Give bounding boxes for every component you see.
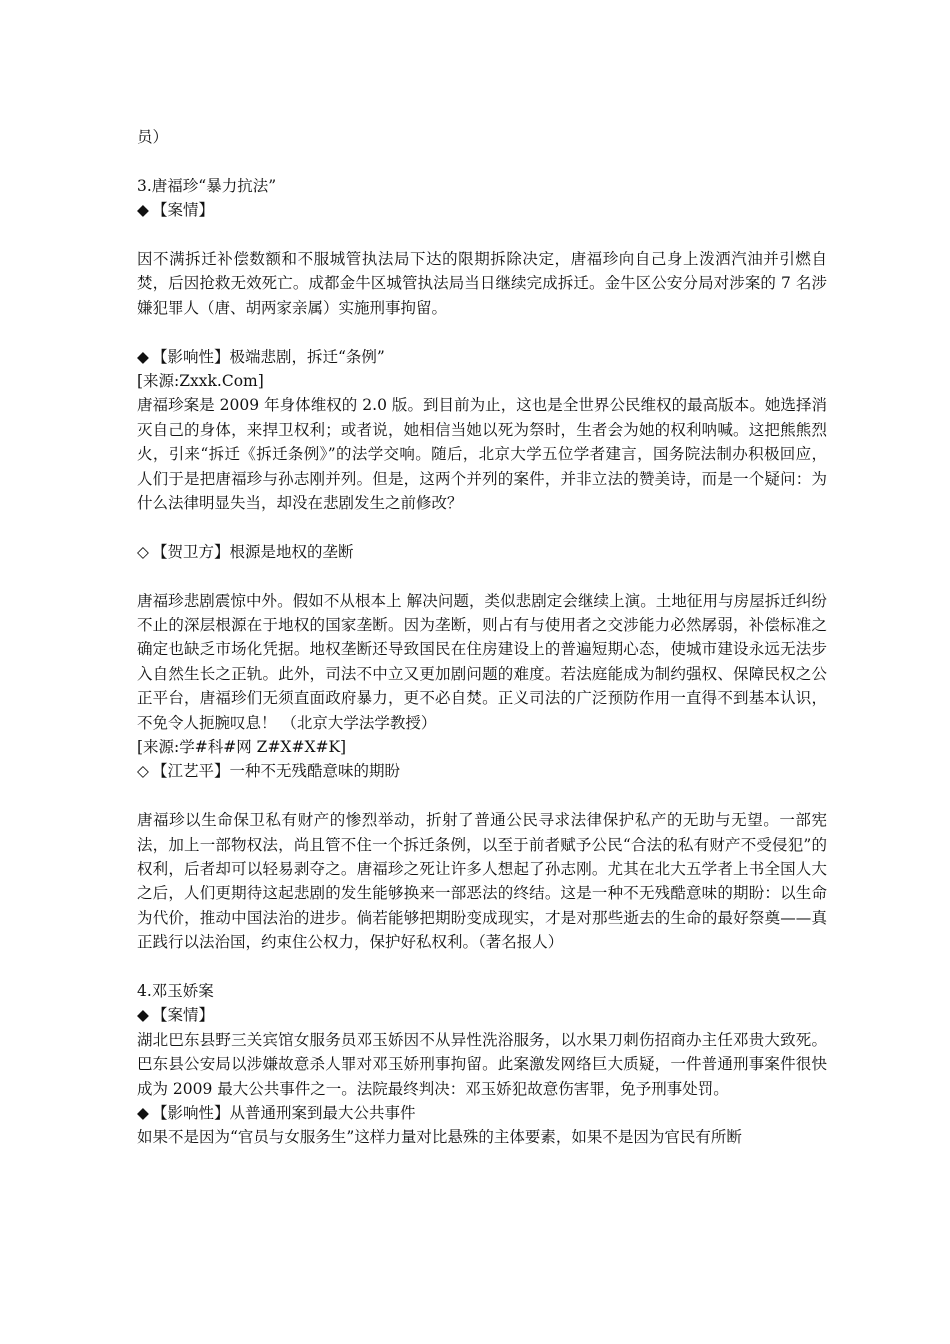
bullet-icon: ◆ [137,347,149,366]
source-line-1: [来源:Zxxk.Com] [137,371,264,390]
blank-line [137,784,827,808]
he-weifang-body: 唐福珍悲剧震惊中外。假如不从根本上 解决问题，类似悲剧定会继续上演。土地征用与房屋拆迁纠纷不止的深层根源在于地权的国家垄断。因为垄断，则占有与使用者之交涉能力必然孱弱，补偿标准之确定也缺乏市场化凭据。地权垄断还导致国民在住房建设上的普遍短期心态，使城市建设永远无法步入自然生长之正轨。此外，司法不中立又更加剧问题的难度。若法庭能成为制约强权、保障民权之公正平台，唐福珍们无须直面政府暴力，更不必自焚。正义司法的广泛预防作用一直得不到基本认识，不免令人扼腕叹息！ （北京大学法学教授） [137,591,827,732]
case-4-impact-heading-text: 【影响性】从普通刑案到最大公共事件 [152,1103,416,1122]
bullet-icon: ◆ [137,201,149,220]
continuation-line: 员） [137,128,169,146]
bullet-icon: ◆ [137,1103,149,1122]
case-4-facts-heading [137,1003,827,1027]
jiang-yiping-heading [137,759,827,783]
case-4-impact-body: 如果不是因为“官员与女服务生”这样力量对比悬殊的主体要素，如果不是因为官民有所断 [137,1128,742,1147]
case-3-impact-body: 唐福珍案是 2009 年身体维权的 2.0 版。到目前为止，这也是全世界公民维权的最高版本。她选择消灭自己的身体，来捍卫权利；或者说，她相信当她以死为祭时，生者会为她的权利呐喊。这把熊熊烈火，引来“拆迁《拆迁条例》”的法学交响。随后，北京大学五位学者建言，国务院法制办积极回应，人们于是把唐福珍与孙志刚并列。但是，这两个并列的案件，并非立法的赞美诗，而是一个疑问：为什么法律明显失当，却没在悲剧发生之前修改？ [137,396,827,512]
document-page [137,125,827,1150]
jiang-yiping-heading-text: 【江艺平】一种不无残酷意味的期盼 [152,762,401,781]
blank-line [137,149,827,173]
jiang-yiping-body: 唐福珍以生命保卫私有财产的惨烈举动，折射了普通公民寻求法律保护私产的无助与无望。一部宪法，加上一部物权法，尚且管不住一个拆迁条例，以至于前者赋予公民“合法的私有财产不受侵犯”的权利，后者却可以轻易剥夺之。唐福珍之死让许多人想起了孙志刚。尤其在北大五学者上书全国人大之后，人们更期待这起悲剧的发生能够换来一部恶法的终结。这是一种不无残酷意味的期盼：以生命为代价，推动中国法治的进步。倘若能够把期盼变成现实，才是对那些逝去的生命的最好祭奠——真正践行以法治国，约束住公权力，保护好私权利。（著名报人） [137,811,827,952]
case-3-impact-heading [137,345,827,369]
blank-line [137,515,827,539]
case-4-impact-heading [137,1101,827,1125]
case-4-facts-heading-text: 【案情】 [152,1006,215,1025]
case-4-facts-body: 湖北巴东县野三关宾馆女服务员邓玉娇因不从异性洗浴服务，以水果刀刺伤招商办主任邓贵大致死。巴东县公安局以涉嫌故意杀人罪对邓玉娇刑事拘留。此案激发网络巨大质疑，一件普通刑事案件很快成为 2009 最大公共事件之一。法院最终判决：邓玉娇犯故意伤害罪，免予刑事处罚。 [137,1030,827,1098]
case-3-facts-body: 因不满拆迁补偿数额和不服城管执法局下达的限期拆除决定，唐福珍向自己身上泼洒汽油并引燃自焚，后因抢救无效死亡。成都金牛区城管执法局当日继续完成拆迁。金牛区公安分局对涉案的 7 名涉嫌犯罪人（唐、胡两家亲属）实施刑事拘留。 [137,249,827,317]
blank-line [137,320,827,344]
blank-line [137,955,827,979]
case-3-facts-heading [137,198,827,222]
blank-line [137,564,827,588]
blank-line [137,223,827,247]
case-3-impact-heading-text: 【影响性】极端悲剧，拆迁“条例” [152,347,385,366]
he-weifang-heading [137,540,827,564]
he-weifang-heading-text: 【贺卫方】根源是地权的垄断 [152,542,354,561]
case-3-facts-heading-text: 【案情】 [152,201,215,220]
bullet-icon: ◇ [137,762,149,781]
bullet-icon: ◇ [137,542,149,561]
source-line-2: [来源:学#科#网 Z#X#X#K] [137,737,347,756]
case-3-heading: 3.唐福珍“暴力抗法” [137,176,277,195]
bullet-icon: ◆ [137,1006,149,1025]
case-4-heading: 4.邓玉娇案 [137,981,214,1000]
